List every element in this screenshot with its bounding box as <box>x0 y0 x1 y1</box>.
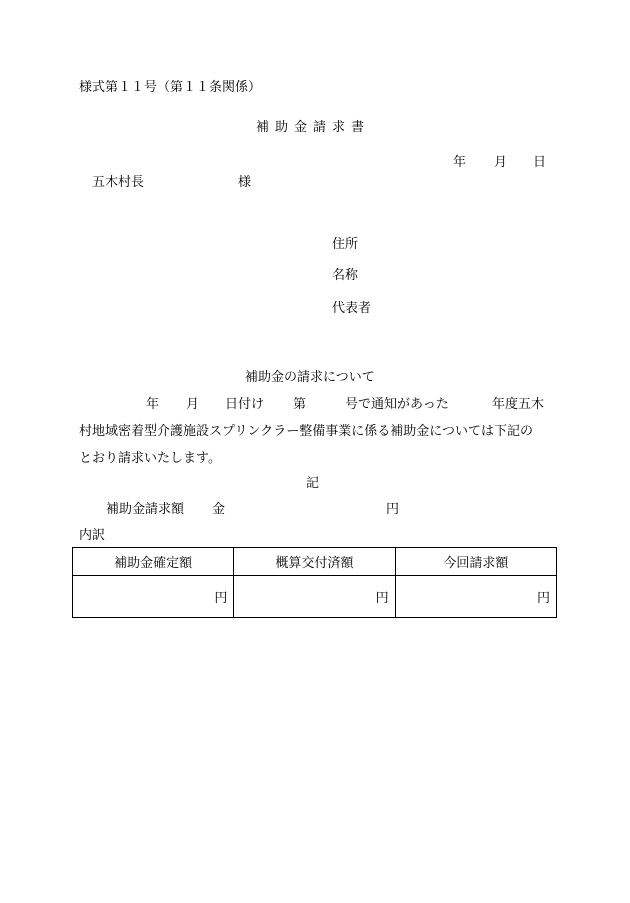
addressee-name: 五木村長 <box>92 175 145 190</box>
body-notice: 号で通知があった <box>345 397 449 412</box>
body-fiscal-year: 年度五木 <box>492 397 545 412</box>
claim-yen: 円 <box>386 502 400 517</box>
header-current-claim-amount: 今回請求額 <box>395 548 556 576</box>
current-claim-amount-cell: 円 <box>395 576 556 618</box>
breakdown-table <box>72 547 557 618</box>
applicant-address-label: 住所 <box>332 237 359 252</box>
claim-amount-label: 補助金請求額 <box>106 502 185 517</box>
table-row <box>73 576 557 618</box>
body-year: 年 <box>146 397 160 412</box>
body-line-3: とおり請求いたします。 <box>79 451 221 466</box>
claim-kin: 金 <box>212 502 226 517</box>
breakdown-label: 内訳 <box>79 528 106 543</box>
applicant-name-label: 名称 <box>332 268 359 283</box>
date-month: 月 <box>494 155 508 170</box>
date-day: 日 <box>533 155 547 170</box>
document-title: 補助金請求書 <box>256 120 371 135</box>
body-month: 月 <box>186 397 200 412</box>
addressee-honorific: 様 <box>238 175 252 190</box>
body-dated: 日付け <box>225 397 265 412</box>
body-line-2: 村地域密着型介護施設スプリンクラー整備事業に係る補助金については下記の <box>79 424 533 439</box>
advance-paid-amount-cell: 円 <box>234 576 395 618</box>
form-number-header: 様式第１１号（第１１条関係） <box>79 80 262 95</box>
date-year: 年 <box>453 155 467 170</box>
ki-heading: 記 <box>306 476 320 491</box>
table-header-row <box>73 548 557 576</box>
subject-line: 補助金の請求について <box>245 370 375 385</box>
header-advance-paid-amount: 概算交付済額 <box>234 548 395 576</box>
body-number-prefix: 第 <box>293 397 307 412</box>
applicant-representative-label: 代表者 <box>332 301 372 316</box>
header-confirmed-amount: 補助金確定額 <box>73 548 234 576</box>
confirmed-amount-cell: 円 <box>73 576 234 618</box>
